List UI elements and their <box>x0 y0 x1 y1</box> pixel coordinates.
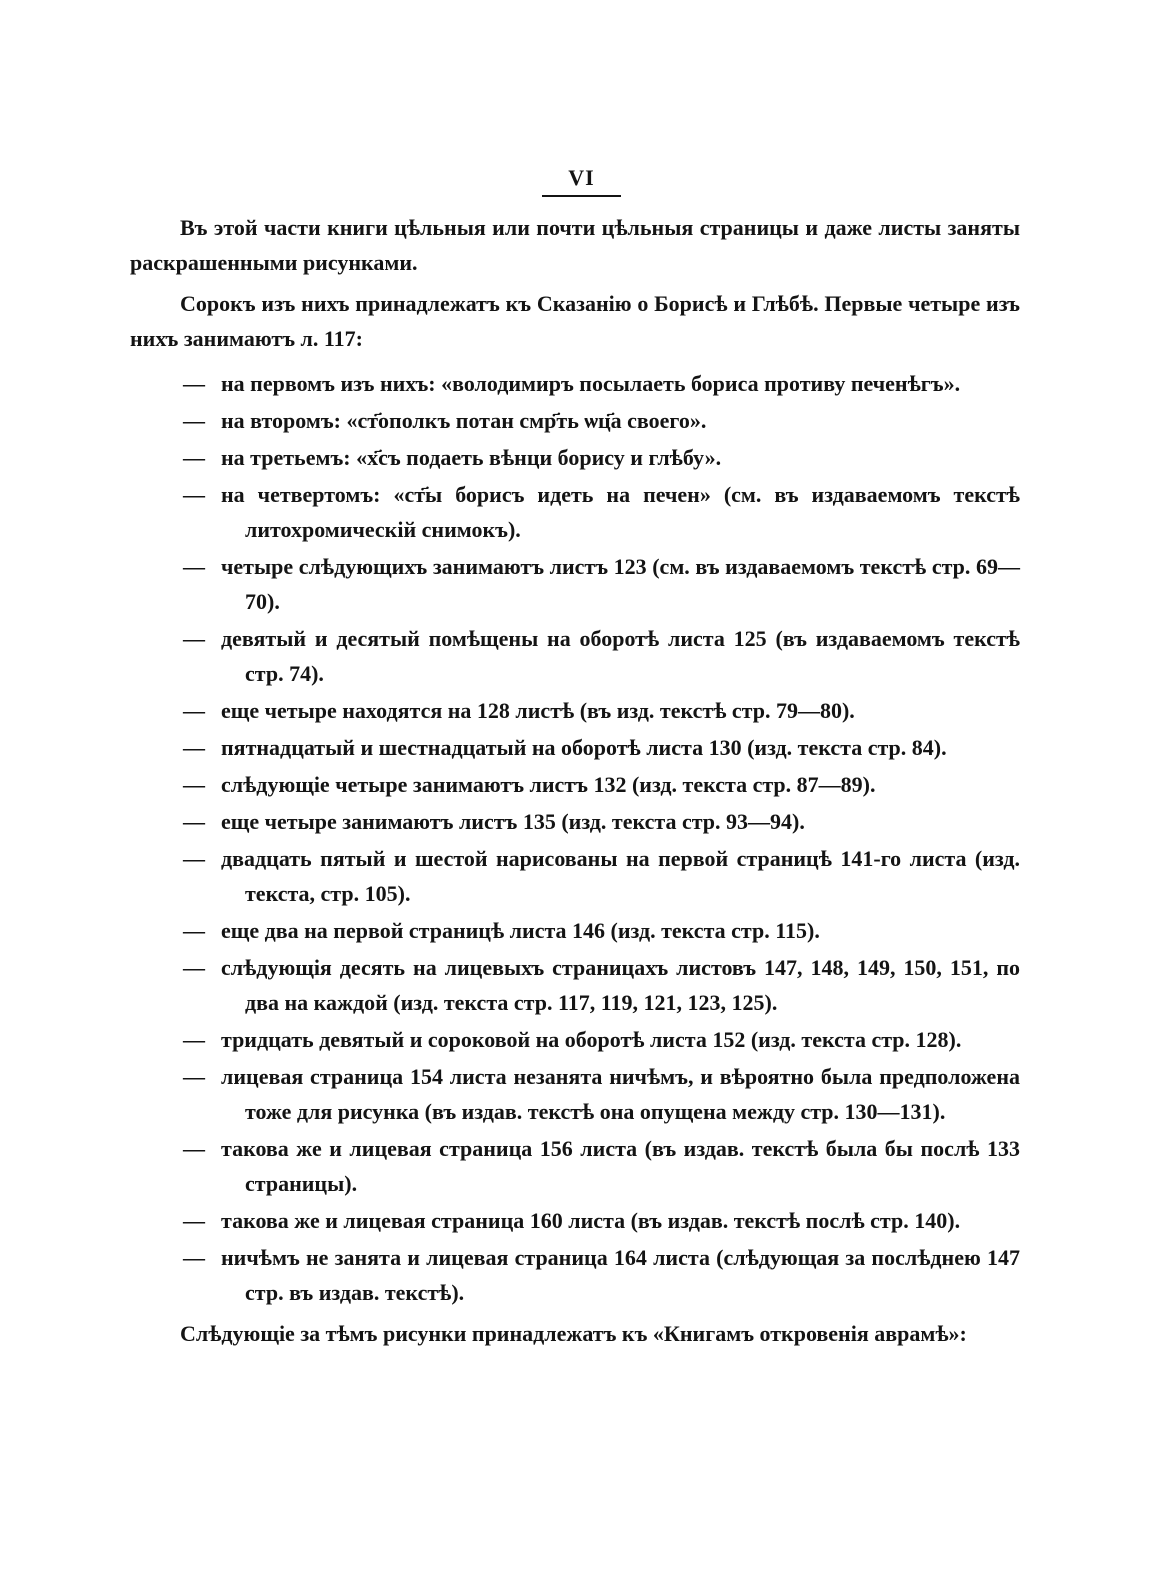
list-item <box>130 621 1020 691</box>
dash-mark: — <box>183 846 205 871</box>
list-item <box>130 1022 1020 1057</box>
list-item-text: на третьемъ: «х҃съ подаеть вѣнци борису и глѣбу». <box>221 445 722 470</box>
list-item <box>130 913 1020 948</box>
closing-paragraph: Слѣдующіе за тѣмъ рисунки принадлежатъ къ «Книгамъ откровенія аврамѣ»: <box>180 1321 967 1346</box>
list-item <box>130 693 1020 728</box>
list-item <box>130 950 1020 1020</box>
dash-mark: — <box>183 371 205 396</box>
list-item-text: слѣдующіе четыре занимаютъ листъ 132 (изд. текста стр. 87—89). <box>221 772 876 797</box>
dash-mark: — <box>183 1027 205 1052</box>
list-item <box>130 440 1020 475</box>
dash-mark: — <box>183 955 205 980</box>
list-item-text: еще четыре занимаютъ листъ 135 (изд. текста стр. 93—94). <box>221 809 805 834</box>
list-item <box>130 1059 1020 1129</box>
list-item-text: еще четыре находятся на 128 листѣ (въ изд. текстѣ стр. 79—80). <box>221 698 855 723</box>
list-item-text: на первомъ изъ нихъ: «володимиръ посылаеть бориса противу печенѣгъ». <box>221 371 961 396</box>
list-item <box>130 1131 1020 1201</box>
page-number <box>0 165 1163 197</box>
list-item <box>130 1203 1020 1238</box>
dash-mark: — <box>183 1208 205 1233</box>
dash-mark: — <box>183 482 205 507</box>
dash-mark: — <box>183 445 205 470</box>
list-item <box>130 549 1020 619</box>
list-item-text: пятнадцатый и шестнадцатый на оборотѣ листа 130 (изд. текста стр. 84). <box>221 735 947 760</box>
list-item-text: такова же и лицевая страница 160 листа (въ издав. текстѣ послѣ стр. 140). <box>221 1208 961 1233</box>
list-item <box>130 403 1020 438</box>
lead-paragraph: Сорокъ изъ нихъ принадлежатъ къ Сказанію о Борисѣ и Глѣбѣ. Первые четыре изъ нихъ занимаютъ л. 117: <box>130 291 1020 351</box>
intro-paragraph: Въ этой части книги цѣльныя или почти цѣльныя страницы и даже листы заняты раскрашенными рисунками. <box>130 215 1020 275</box>
list-item-text: двадцать пятый и шестой нарисованы на первой страницѣ 141-го листа (изд. текста, стр. 105). <box>221 846 1020 906</box>
list-item <box>130 841 1020 911</box>
list-item-text: тридцать девятый и сороковой на оборотѣ листа 152 (изд. текста стр. 128). <box>221 1027 962 1052</box>
list-item <box>130 767 1020 802</box>
dash-mark: — <box>183 698 205 723</box>
list-item-text: на четвертомъ: «ст҃ы борисъ идеть на печен» (см. въ издаваемомъ текстѣ литохромическій снимокъ). <box>221 482 1020 542</box>
list-item-text: такова же и лицевая страница 156 листа (въ издав. текстѣ была бы послѣ 133 страницы). <box>221 1136 1020 1196</box>
list-item-text: еще два на первой страницѣ листа 146 (изд. текста стр. 115). <box>221 918 820 943</box>
page-body <box>130 210 1020 1357</box>
list-item <box>130 366 1020 401</box>
list-item-text: девятый и десятый помѣщены на оборотѣ листа 125 (въ издаваемомъ текстѣ стр. 74). <box>221 626 1020 686</box>
dash-mark: — <box>183 1245 205 1270</box>
list-item-text: слѣдующія десять на лицевыхъ страницахъ листовъ 147, 148, 149, 150, 151, по два на каждой (изд. текста стр. 117, 119, 121, 123, 125). <box>221 955 1020 1015</box>
list-item <box>130 730 1020 765</box>
list-item-text: четыре слѣдующихъ занимаютъ листъ 123 (см. въ издаваемомъ текстѣ стр. 69—70). <box>221 554 1020 614</box>
list-item-text: лицевая страница 154 листа незанята ничѣмъ, и вѣроятно была предположена тоже для рисунка (въ издав. текстѣ она опущена между стр. 130—131). <box>221 1064 1020 1124</box>
dash-mark: — <box>183 1064 205 1089</box>
list-item <box>130 1240 1020 1310</box>
dash-mark: — <box>183 772 205 797</box>
dash-mark: — <box>183 1136 205 1161</box>
illustration-list <box>130 366 1020 1310</box>
page-number-text: VI <box>542 165 620 197</box>
list-item <box>130 804 1020 839</box>
dash-mark: — <box>183 554 205 579</box>
dash-mark: — <box>183 735 205 760</box>
dash-mark: — <box>183 918 205 943</box>
list-item <box>130 477 1020 547</box>
dash-mark: — <box>183 626 205 651</box>
list-item-text: ничѣмъ не занята и лицевая страница 164 листа (слѣдующая за послѣднею 147 стр. въ издав. текстѣ). <box>221 1245 1020 1305</box>
dash-mark: — <box>183 809 205 834</box>
list-item-text: на второмъ: «ст҃ополкъ потан смр҃ть ѡц҃а своего». <box>221 408 707 433</box>
dash-mark: — <box>183 408 205 433</box>
